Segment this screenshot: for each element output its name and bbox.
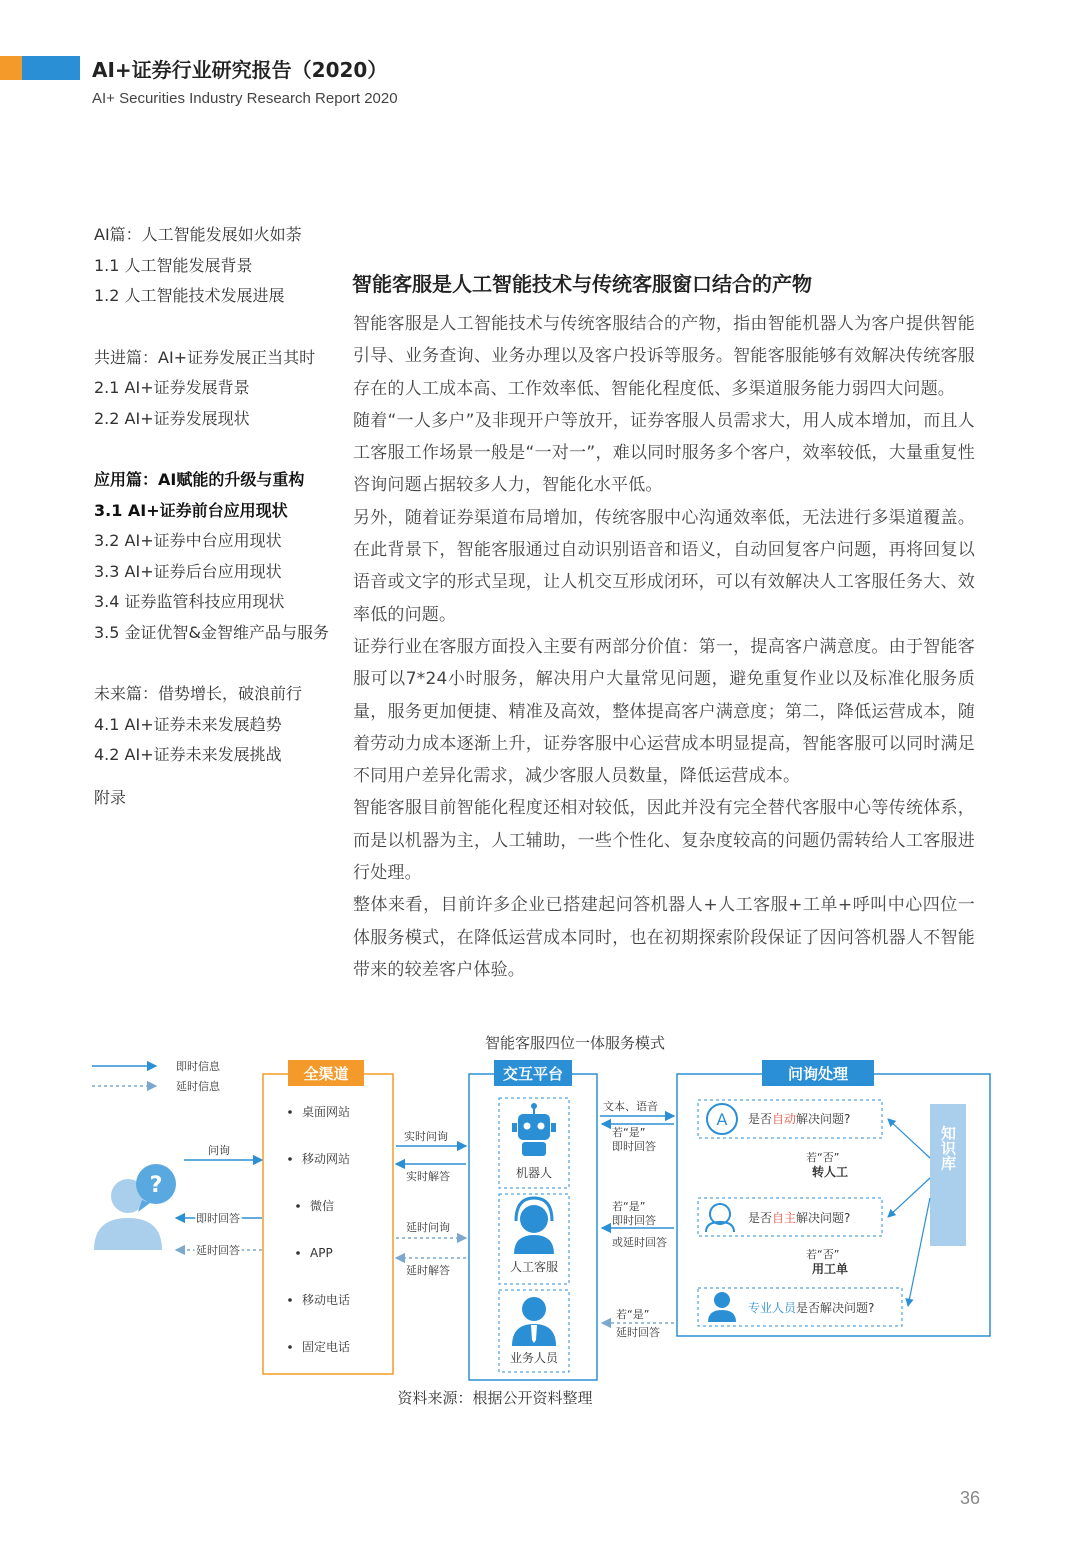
toc-item-3-2[interactable]: 3.2 AI+证券中台应用现状: [94, 531, 282, 550]
paragraph-5: 智能客服目前智能化程度还相对较低，因此并没有完全替代客服中心等传统体系，而是以机器为主，人工辅助，一些个性化、复杂度较高的问题仍需转给人工客服进行处理。: [353, 798, 975, 884]
user-question-icon: [94, 1164, 176, 1250]
article-body: [353, 308, 975, 986]
toc-section-4[interactable]: 未来篇：借势增长，破浪前行: [94, 684, 303, 703]
page-number: 36: [959, 1488, 980, 1508]
toc-item-3-4[interactable]: 3.4 证券监管科技应用现状: [94, 592, 285, 611]
reply-1-cond: 若“是”: [612, 1126, 646, 1139]
svg-text:?: ?: [149, 1173, 163, 1198]
toc-section-1[interactable]: AI篇：人工智能发展如火如荼: [94, 225, 302, 244]
toc-item-1-1[interactable]: 1.1 人工智能发展背景: [94, 255, 253, 275]
process-header-label: 问询处理: [787, 1065, 849, 1083]
paragraph-4: 证券行业在客服方面投入主要有两部分价值：第一，提高客户满意度。由于智能客服可以7*24小时服务，解决用户大量常见问题，避免重复作业以及标准化服务质量，服务更加便捷、精准及高效，整体提高客户满意度；第二，降低运营成本，随着劳动力成本逐渐上升，证券客服中心运营成本明显提高，智能客服可以同时满足不同用户差异化需求，减少客服人员数量，降低运营成本。: [353, 636, 975, 787]
diagram-title: 智能客服四位一体服务模式: [484, 1034, 666, 1052]
legend-instant-label: 即时信息: [176, 1060, 220, 1073]
reply-3-cond: 若“是”: [616, 1308, 650, 1321]
toc-item-2-1[interactable]: 2.1 AI+证券发展背景: [94, 378, 250, 397]
robot-icon: [512, 1103, 556, 1156]
channel-item: 桌面网站: [302, 1105, 351, 1119]
reply-2-cond: 若“是”: [612, 1200, 646, 1213]
kb-arrow-1: [888, 1119, 930, 1158]
q3-text: 专业人员是否解决问题?: [748, 1301, 875, 1315]
channel-item: APP: [310, 1246, 333, 1260]
instant-answer-label: 即时回答: [196, 1212, 240, 1225]
staff-label: 业务人员: [509, 1351, 559, 1365]
channel-item: 固定电话: [302, 1340, 351, 1354]
q2-text: 是否自主解决问题?: [748, 1211, 851, 1225]
header-accent-blue: [22, 56, 80, 80]
channel-item: 移动网站: [302, 1152, 351, 1166]
reply-2-label: 即时回答: [612, 1214, 656, 1227]
toc-item-1-2[interactable]: 1.2 人工智能技术发展进展: [94, 286, 285, 305]
auto-icon: [707, 1104, 737, 1134]
delay-answer-label: 延时回答: [196, 1244, 240, 1257]
kb-arrow-2: [888, 1178, 930, 1217]
toc-item-2-2[interactable]: 2.2 AI+证券发展现状: [94, 408, 250, 428]
channel-list: [288, 1104, 350, 1354]
table-of-contents: [94, 220, 344, 813]
toc-appendix[interactable]: 附录: [94, 787, 127, 807]
expert-icon: [708, 1292, 736, 1322]
toc-item-4-2[interactable]: 4.2 AI+证券未来发展挑战: [94, 745, 282, 764]
toc-section-2[interactable]: 共进篇：AI+证券发展正当其时: [94, 347, 316, 367]
paragraph-6: 整体来看，目前许多企业已搭建起问答机器人+人工客服+工单+呼叫中心四位一体服务模式，在降低运营成本同时，也在初期探索阶段保证了因问答机器人不智能带来的较差客户体验。: [353, 895, 975, 980]
report-title-cn: AI+证券行业研究报告（2020）: [92, 58, 388, 82]
service-model-diagram: [80, 1028, 1000, 1423]
article-heading: 智能客服是人工智能技术与传统客服窗口结合的产物: [352, 272, 812, 296]
channel-box: [263, 1074, 393, 1374]
paragraph-3: 另外，随着证券渠道布局增加，传统客服中心沟通效率低，无法进行多渠道覆盖。在此背景下，智能客服通过自动识别语音和语义，自动回复客户问题，再将回复以语音或文字的形式呈现，让人机交互形成闭环，可以有效解决人工客服任务大、效率低的问题。: [353, 507, 975, 625]
knowledge-base-label: 知识库: [939, 1125, 957, 1171]
source-note: 资料来源：根据公开资料整理: [397, 1389, 593, 1407]
reply-1-label: 即时回答: [612, 1140, 656, 1153]
platform-header-label: 交互平台: [502, 1065, 564, 1083]
delay-solve-label: 延时解答: [406, 1264, 450, 1277]
channel-header-label: 全渠道: [303, 1065, 349, 1083]
realtime-ask-label: 实时问询: [404, 1130, 448, 1143]
robot-label: 机器人: [515, 1166, 553, 1180]
to-human-label: 转人工: [812, 1165, 849, 1179]
use-ticket-label: 用工单: [812, 1262, 849, 1276]
text-voice-label: 文本、语音: [603, 1100, 658, 1113]
toc-item-4-1[interactable]: 4.1 AI+证券未来发展趋势: [94, 714, 282, 734]
kb-arrow-3: [908, 1198, 930, 1306]
toc-item-3-3[interactable]: 3.3 AI+证券后台应用现状: [94, 561, 282, 581]
channel-item: 移动电话: [302, 1293, 351, 1307]
realtime-answer-label: 实时解答: [406, 1170, 450, 1183]
q2-no-cond: 若“否”: [806, 1248, 840, 1261]
paragraph-1: 智能客服是人工智能技术与传统客服结合的产物，指由智能机器人为客户提供智能引导、业务查询、业务办理以及客户投诉等服务。智能客服能够有效解决传统客服存在的人工成本高、工作效率低、智能化程度低、多渠道服务能力弱四大问题。: [353, 314, 975, 399]
toc-item-3-5[interactable]: 3.5 金证优智&金智维产品与服务: [94, 622, 330, 642]
human-service-label: 人工客服: [509, 1260, 559, 1274]
headset-icon: [514, 1198, 554, 1254]
delay-ask-label: 延时问询: [406, 1221, 450, 1234]
q1-text: 是否自动解决问题?: [748, 1112, 851, 1126]
toc-item-3-1[interactable]: 3.1 AI+证券前台应用现状: [94, 500, 288, 520]
header-accent-orange: [0, 56, 22, 80]
staff-icon: [512, 1297, 556, 1346]
svg-text:A: A: [716, 1110, 728, 1129]
q1-no-cond: 若“否”: [806, 1151, 840, 1164]
ask-label: 问询: [208, 1144, 230, 1157]
agent-icon: [706, 1204, 734, 1232]
report-title-en: AI+ Securities Industry Research Report 2020: [92, 90, 398, 107]
reply-3-label: 延时回答: [616, 1326, 660, 1339]
toc-section-3[interactable]: 应用篇：AI赋能的升级与重构: [94, 470, 305, 489]
reply-2-alt: 或延时回答: [612, 1236, 667, 1249]
paragraph-2: 随着“一人多户”及非现开户等放开，证券客服人员需求大，用人成本增加，而且人工客服工作场景一般是“一对一”，难以同时服务多个客户，效率较低，大量重复性咨询问题占据较多人力，智能化水平低。: [353, 410, 975, 496]
channel-item: 微信: [310, 1199, 335, 1213]
legend-delay-label: 延时信息: [176, 1080, 220, 1093]
